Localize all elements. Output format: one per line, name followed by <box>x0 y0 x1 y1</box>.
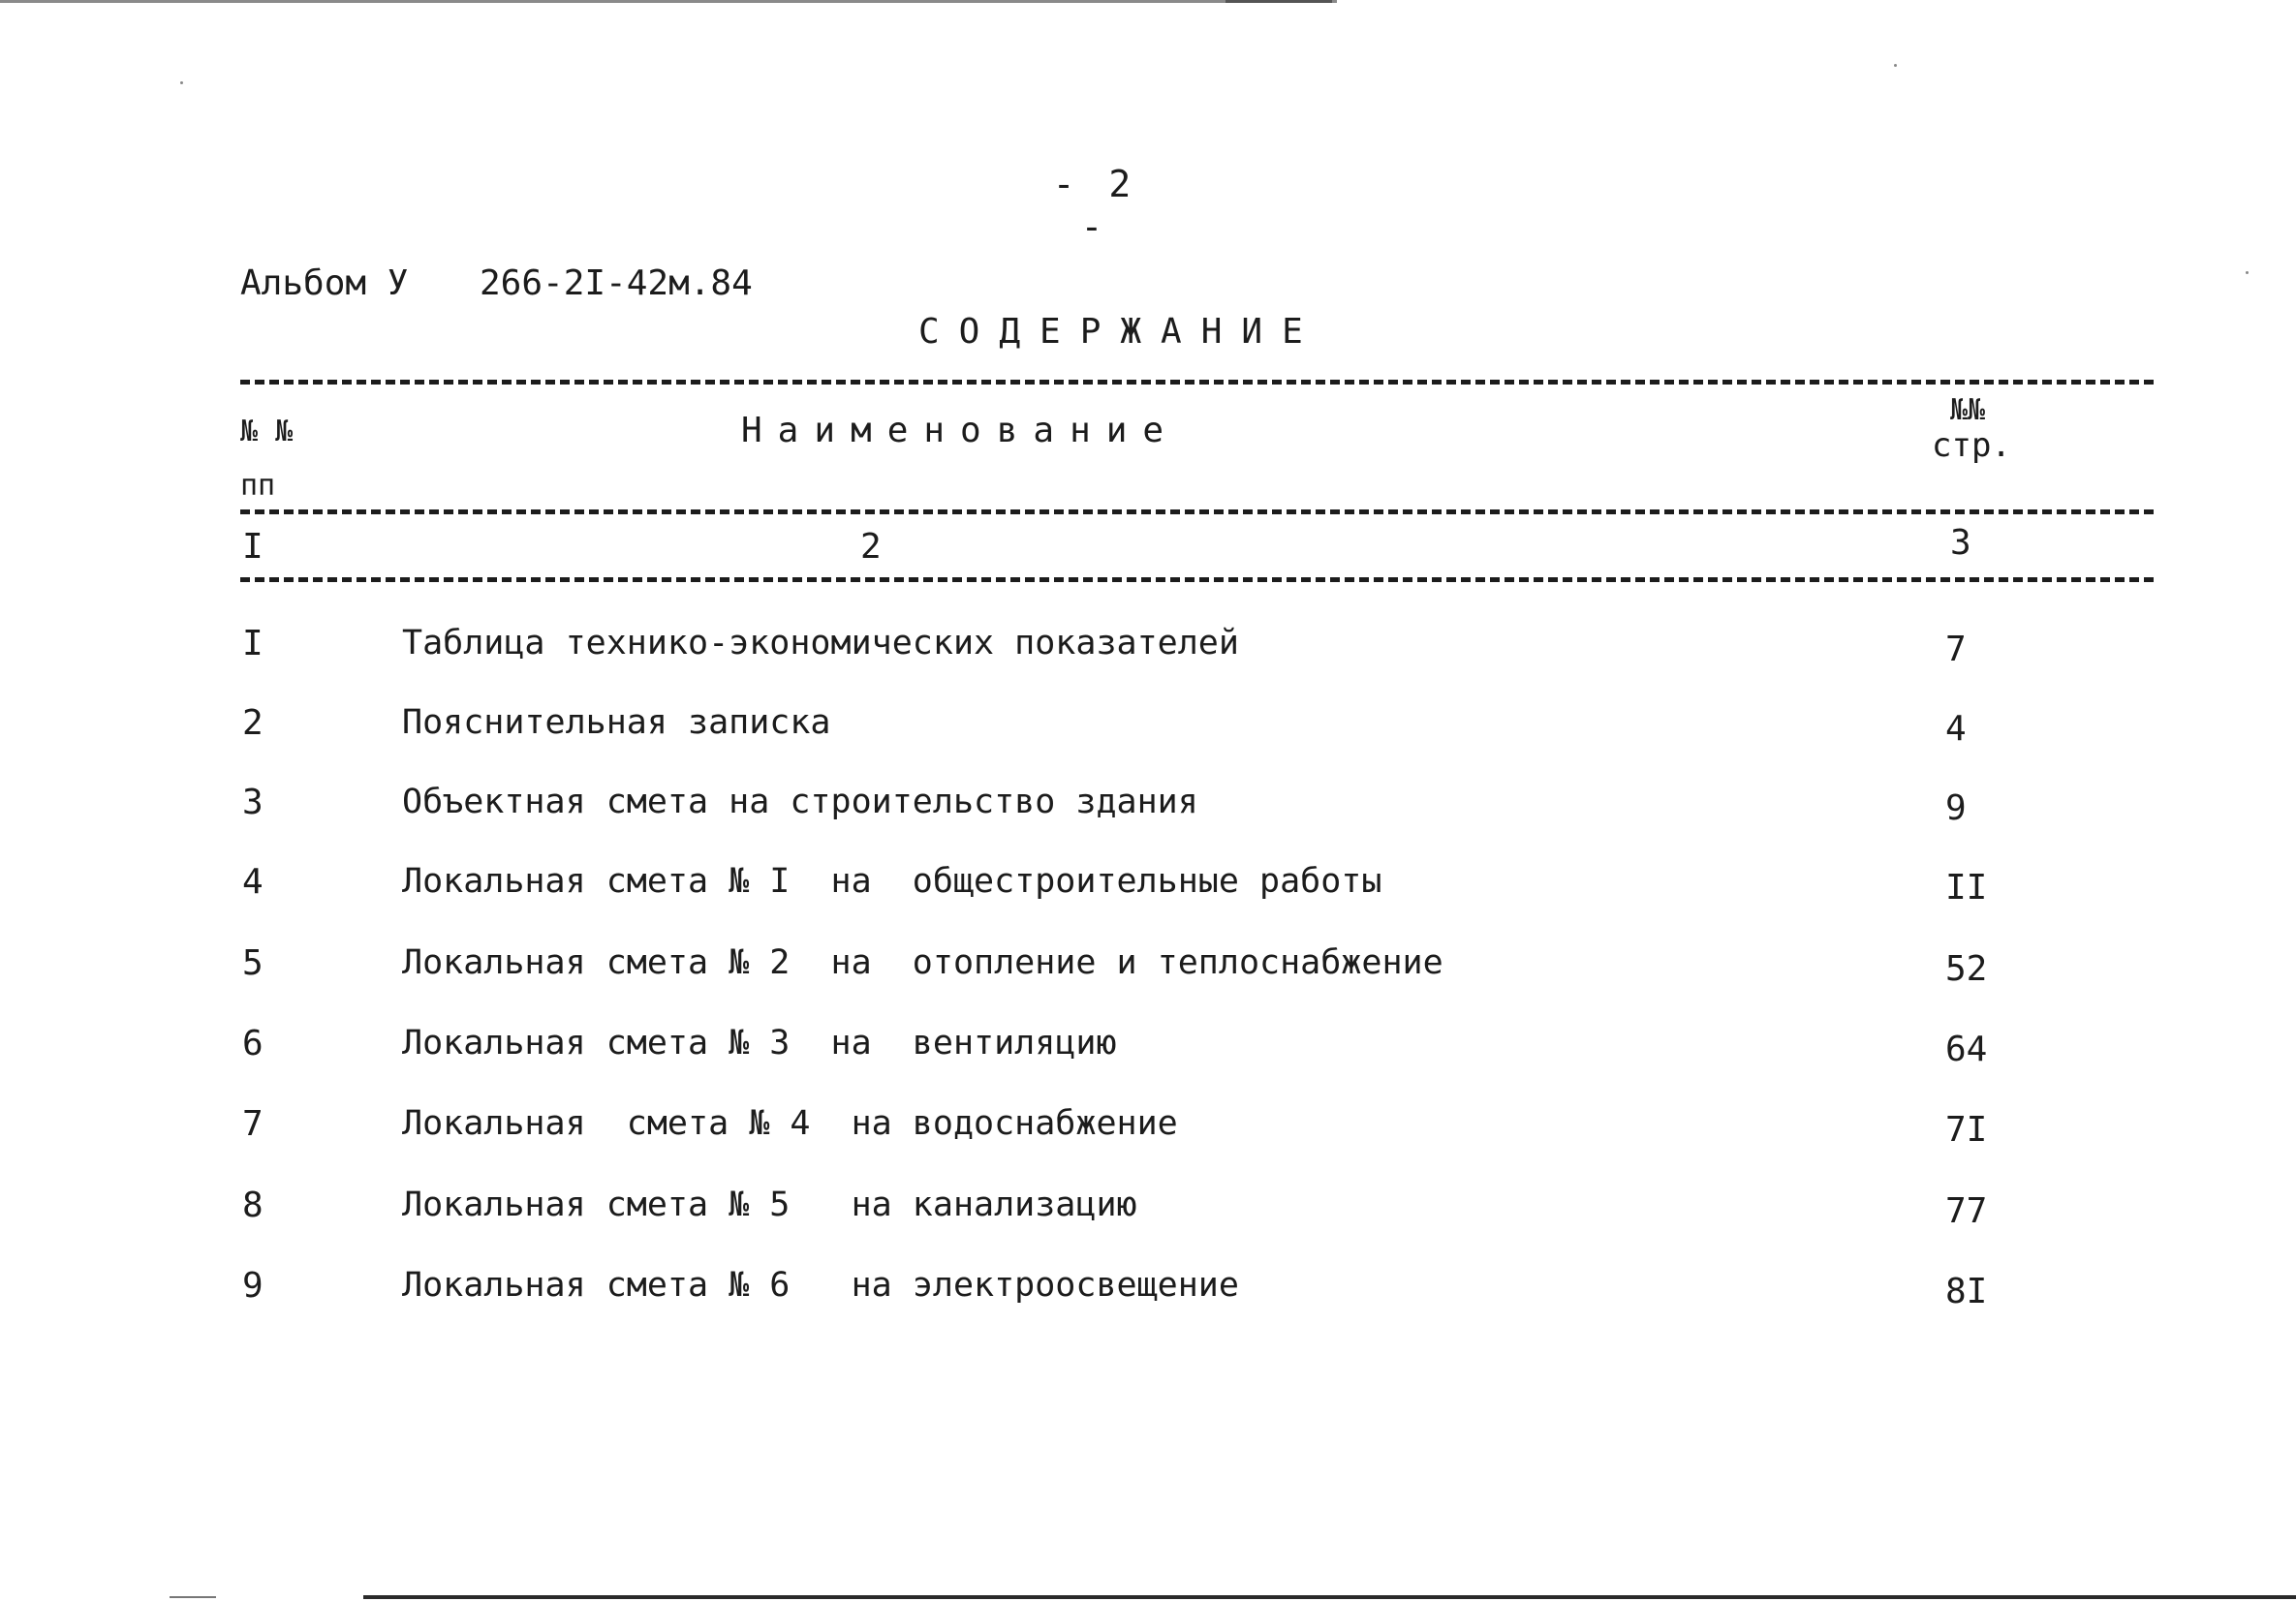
row-number: 5 <box>242 943 264 983</box>
row-number: 2 <box>242 703 264 743</box>
document-title: СОДЕРЖАНИЕ <box>918 312 1322 352</box>
row-title: Локальная смета № 2 на отопление и теплоснабжение <box>402 943 1443 982</box>
scan-speck <box>1894 64 1897 67</box>
scan-edge-bottom <box>363 1595 2296 1599</box>
album-label: Альбом У <box>240 263 409 303</box>
row-page: 4 <box>1945 709 1967 749</box>
header-number-label: № № <box>240 415 294 448</box>
row-number: 4 <box>242 862 264 902</box>
album-code: 266-2I-42м.84 <box>480 263 753 303</box>
header-number-sub: пп <box>240 469 276 503</box>
table-row <box>0 1104 2296 1162</box>
row-page: 9 <box>1945 788 1967 828</box>
header-page-label-top: №№ <box>1950 393 1986 427</box>
row-page: 64 <box>1945 1030 1988 1069</box>
table-row <box>0 624 2296 682</box>
scan-edge-top-mark <box>1226 0 1332 3</box>
row-page: 8I <box>1945 1272 1988 1311</box>
row-number: I <box>242 624 264 663</box>
table-row <box>0 943 2296 1001</box>
scan-speck <box>2246 271 2249 274</box>
row-title: Таблица технико-экономических показателей <box>402 624 1239 662</box>
row-number: 9 <box>242 1266 264 1306</box>
table-top-rule <box>240 380 2154 385</box>
row-number: 7 <box>242 1104 264 1144</box>
row-page: II <box>1945 868 1988 908</box>
row-number: 3 <box>242 783 264 822</box>
header-rule <box>240 509 2154 514</box>
table-row <box>0 862 2296 920</box>
table-row <box>0 703 2296 761</box>
row-title: Пояснительная записка <box>402 703 831 742</box>
row-page: 77 <box>1945 1191 1988 1231</box>
row-title: Локальная смета № 4 на водоснабжение <box>402 1104 1178 1143</box>
table-row <box>0 783 2296 841</box>
row-number: 8 <box>242 1186 264 1225</box>
page-number: - 2 - <box>1052 163 1137 248</box>
column-index-1: I <box>242 527 264 567</box>
scan-edge-bottom-mark <box>170 1596 216 1598</box>
row-title: Локальная смета № 5 на канализацию <box>402 1186 1137 1224</box>
table-row <box>0 1024 2296 1082</box>
table-row <box>0 1266 2296 1324</box>
header-name-label: Наименование <box>741 411 1180 450</box>
row-number: 6 <box>242 1024 264 1063</box>
table-row <box>0 1186 2296 1244</box>
row-title: Локальная смета № 6 на электроосвещение <box>402 1266 1239 1305</box>
scan-edge-top <box>0 0 1337 3</box>
scan-speck <box>180 81 183 84</box>
column-index-3: 3 <box>1950 523 1971 563</box>
header-page-label: стр. <box>1932 426 2011 465</box>
row-title: Объектная смета на строительство здания <box>402 783 1198 821</box>
row-page: 7I <box>1945 1110 1988 1150</box>
index-rule <box>240 577 2154 582</box>
row-title: Локальная смета № 3 на вентиляцию <box>402 1024 1117 1063</box>
row-page: 52 <box>1945 949 1988 989</box>
row-page: 7 <box>1945 630 1967 669</box>
column-index-2: 2 <box>860 527 882 567</box>
row-title: Локальная смета № I на общестроительные работы <box>402 862 1382 901</box>
